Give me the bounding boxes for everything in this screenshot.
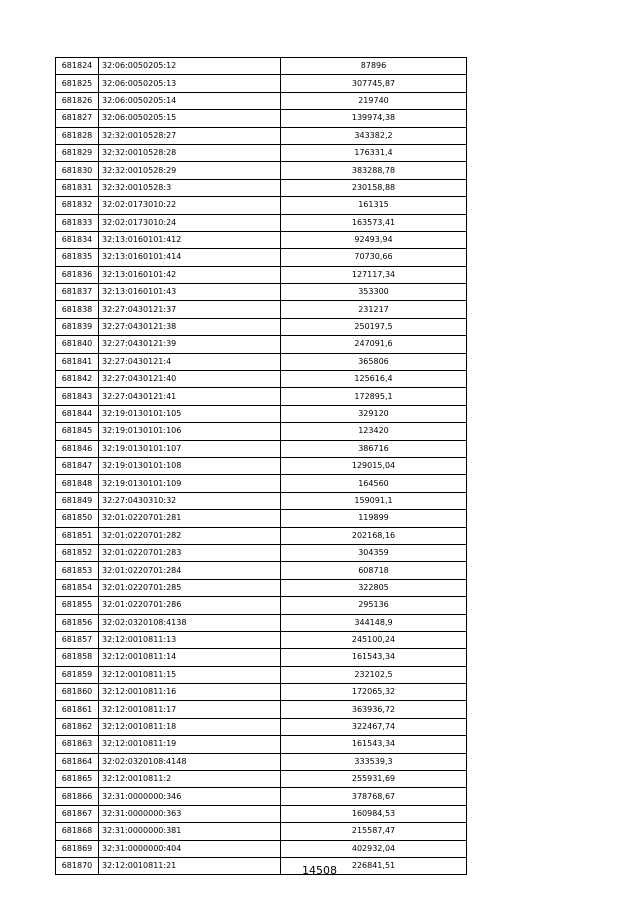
value-cell: 230158,88	[281, 179, 467, 196]
value-cell: 123420	[281, 423, 467, 440]
value-cell: 608718	[281, 562, 467, 579]
cadastral-number-cell: 32:12:0010811:14	[99, 649, 281, 666]
table-row	[56, 579, 467, 596]
row-id-cell: 681864	[56, 753, 99, 770]
value-cell: 164560	[281, 475, 467, 492]
row-id-cell: 681866	[56, 788, 99, 805]
row-id-cell: 681830	[56, 162, 99, 179]
value-cell: 159091,1	[281, 492, 467, 509]
cadastral-number-cell: 32:13:0160101:42	[99, 266, 281, 283]
row-id-cell: 681850	[56, 510, 99, 527]
page-number: 14508	[302, 864, 337, 877]
value-cell: 255931,69	[281, 771, 467, 788]
value-cell: 172895,1	[281, 388, 467, 405]
cadastral-number-cell: 32:27:0430121:40	[99, 371, 281, 388]
table-row	[56, 736, 467, 753]
cadastral-number-cell: 32:19:0130101:107	[99, 440, 281, 457]
value-cell: 304359	[281, 544, 467, 561]
cadastral-number-cell: 32:13:0160101:43	[99, 284, 281, 301]
value-cell: 226841,51	[281, 857, 467, 874]
cadastral-number-cell: 32:01:0220701:283	[99, 544, 281, 561]
table-row	[56, 544, 467, 561]
value-cell: 161543,34	[281, 736, 467, 753]
row-id-cell: 681861	[56, 701, 99, 718]
row-id-cell: 681862	[56, 718, 99, 735]
table-row	[56, 771, 467, 788]
value-cell: 383288,78	[281, 162, 467, 179]
table-row	[56, 684, 467, 701]
value-cell: 322805	[281, 579, 467, 596]
row-id-cell: 681857	[56, 631, 99, 648]
row-id-cell: 681843	[56, 388, 99, 405]
row-id-cell: 681859	[56, 666, 99, 683]
cadastral-number-cell: 32:27:0430121:4	[99, 353, 281, 370]
cadastral-number-cell: 32:12:0010811:18	[99, 718, 281, 735]
value-cell: 378768,67	[281, 788, 467, 805]
cadastral-number-cell: 32:01:0220701:284	[99, 562, 281, 579]
cadastral-number-cell: 32:32:0010528:3	[99, 179, 281, 196]
row-id-cell: 681870	[56, 857, 99, 874]
table-row	[56, 353, 467, 370]
value-cell: 322467,74	[281, 718, 467, 735]
table-row	[56, 788, 467, 805]
row-id-cell: 681867	[56, 805, 99, 822]
table-row	[56, 92, 467, 109]
row-id-cell: 681860	[56, 684, 99, 701]
value-cell: 353300	[281, 284, 467, 301]
row-id-cell: 681852	[56, 544, 99, 561]
row-id-cell: 681842	[56, 371, 99, 388]
row-id-cell: 681849	[56, 492, 99, 509]
row-id-cell: 681853	[56, 562, 99, 579]
table-row	[56, 197, 467, 214]
value-cell: 172065,32	[281, 684, 467, 701]
table-row	[56, 214, 467, 231]
table-row	[56, 753, 467, 770]
cadastral-number-cell: 32:31:0000000:346	[99, 788, 281, 805]
row-id-cell: 681841	[56, 353, 99, 370]
value-cell: 119899	[281, 510, 467, 527]
value-cell: 386716	[281, 440, 467, 457]
value-cell: 125616,4	[281, 371, 467, 388]
value-cell: 344148,9	[281, 614, 467, 631]
cadastral-number-cell: 32:02:0173010:24	[99, 214, 281, 231]
cadastral-number-cell: 32:01:0220701:282	[99, 527, 281, 544]
row-id-cell: 681834	[56, 231, 99, 248]
row-id-cell: 681824	[56, 58, 99, 75]
cadastral-number-cell: 32:19:0130101:108	[99, 457, 281, 474]
row-id-cell: 681858	[56, 649, 99, 666]
table-row	[56, 492, 467, 509]
cadastral-number-cell: 32:32:0010528:28	[99, 144, 281, 161]
table-row	[56, 718, 467, 735]
row-id-cell: 681847	[56, 457, 99, 474]
table-row	[56, 144, 467, 161]
value-cell: 402932,04	[281, 840, 467, 857]
cadastral-number-cell: 32:19:0130101:105	[99, 405, 281, 422]
cadastral-number-cell: 32:02:0173010:22	[99, 197, 281, 214]
row-id-cell: 681854	[56, 579, 99, 596]
row-id-cell: 681865	[56, 771, 99, 788]
row-id-cell: 681839	[56, 318, 99, 335]
row-id-cell: 681829	[56, 144, 99, 161]
table-row	[56, 631, 467, 648]
value-cell: 163573,41	[281, 214, 467, 231]
row-id-cell: 681825	[56, 75, 99, 92]
table-row	[56, 284, 467, 301]
row-id-cell: 681848	[56, 475, 99, 492]
table-row	[56, 527, 467, 544]
cadastral-number-cell: 32:31:0000000:363	[99, 805, 281, 822]
row-id-cell: 681840	[56, 336, 99, 353]
value-cell: 161315	[281, 197, 467, 214]
cadastral-number-cell: 32:32:0010528:29	[99, 162, 281, 179]
value-cell: 363936,72	[281, 701, 467, 718]
table-row	[56, 701, 467, 718]
table-row	[56, 805, 467, 822]
cadastral-number-cell: 32:01:0220701:286	[99, 597, 281, 614]
cadastral-number-cell: 32:01:0220701:281	[99, 510, 281, 527]
cadastral-number-cell: 32:02:0320108:4138	[99, 614, 281, 631]
table-row	[56, 75, 467, 92]
table-row	[56, 614, 467, 631]
value-cell: 202168,16	[281, 527, 467, 544]
table-row	[56, 336, 467, 353]
cadastral-number-cell: 32:13:0160101:414	[99, 249, 281, 266]
cadastral-number-cell: 32:27:0430121:37	[99, 301, 281, 318]
table-row	[56, 649, 467, 666]
row-id-cell: 681833	[56, 214, 99, 231]
value-cell: 87896	[281, 58, 467, 75]
value-cell: 161543,34	[281, 649, 467, 666]
cadastral-number-cell: 32:27:0430121:41	[99, 388, 281, 405]
table-row	[56, 301, 467, 318]
table-row	[56, 388, 467, 405]
table-row	[56, 510, 467, 527]
value-cell: 127117,34	[281, 266, 467, 283]
cadastral-number-cell: 32:12:0010811:21	[99, 857, 281, 874]
value-cell: 365806	[281, 353, 467, 370]
value-cell: 245100,24	[281, 631, 467, 648]
table-row	[56, 231, 467, 248]
table-row	[56, 58, 467, 75]
cadastral-number-cell: 32:06:0050205:15	[99, 110, 281, 127]
table-row	[56, 249, 467, 266]
row-id-cell: 681855	[56, 597, 99, 614]
row-id-cell: 681836	[56, 266, 99, 283]
row-id-cell: 681868	[56, 823, 99, 840]
value-cell: 307745,87	[281, 75, 467, 92]
value-cell: 129015,04	[281, 457, 467, 474]
cadastral-number-cell: 32:02:0320108:4148	[99, 753, 281, 770]
table-row	[56, 666, 467, 683]
table-row	[56, 371, 467, 388]
row-id-cell: 681869	[56, 840, 99, 857]
table-row	[56, 127, 467, 144]
value-cell: 333539,3	[281, 753, 467, 770]
table-row	[56, 423, 467, 440]
table-row	[56, 179, 467, 196]
row-id-cell: 681846	[56, 440, 99, 457]
cadastral-number-cell: 32:12:0010811:16	[99, 684, 281, 701]
cadastral-number-cell: 32:13:0160101:412	[99, 231, 281, 248]
cadastral-number-cell: 32:12:0010811:2	[99, 771, 281, 788]
value-cell: 329120	[281, 405, 467, 422]
cadastral-number-cell: 32:19:0130101:109	[99, 475, 281, 492]
value-cell: 232102,5	[281, 666, 467, 683]
row-id-cell: 681844	[56, 405, 99, 422]
cadastral-number-cell: 32:31:0000000:404	[99, 840, 281, 857]
row-id-cell: 681831	[56, 179, 99, 196]
row-id-cell: 681835	[56, 249, 99, 266]
cadastral-number-cell: 32:12:0010811:15	[99, 666, 281, 683]
row-id-cell: 681838	[56, 301, 99, 318]
value-cell: 231217	[281, 301, 467, 318]
value-cell: 250197,5	[281, 318, 467, 335]
value-cell: 160984,53	[281, 805, 467, 822]
row-id-cell: 681832	[56, 197, 99, 214]
table-row	[56, 405, 467, 422]
row-id-cell: 681856	[56, 614, 99, 631]
cadastral-number-cell: 32:19:0130101:106	[99, 423, 281, 440]
row-id-cell: 681828	[56, 127, 99, 144]
row-id-cell: 681837	[56, 284, 99, 301]
row-id-cell: 681826	[56, 92, 99, 109]
row-id-cell: 681851	[56, 527, 99, 544]
cadastral-number-cell: 32:27:0430310:32	[99, 492, 281, 509]
row-id-cell: 681863	[56, 736, 99, 753]
data-table-body	[56, 58, 467, 875]
cadastral-number-cell: 32:06:0050205:12	[99, 58, 281, 75]
value-cell: 92493,94	[281, 231, 467, 248]
table-row	[56, 475, 467, 492]
value-cell: 343382,2	[281, 127, 467, 144]
value-cell: 247091,6	[281, 336, 467, 353]
table-row	[56, 440, 467, 457]
cadastral-number-cell: 32:06:0050205:13	[99, 75, 281, 92]
value-cell: 176331,4	[281, 144, 467, 161]
cadastral-number-cell: 32:27:0430121:39	[99, 336, 281, 353]
table-row	[56, 597, 467, 614]
value-cell: 295136	[281, 597, 467, 614]
table-row	[56, 162, 467, 179]
table-row	[56, 457, 467, 474]
row-id-cell: 681845	[56, 423, 99, 440]
data-table	[55, 57, 467, 875]
cadastral-number-cell: 32:12:0010811:13	[99, 631, 281, 648]
table-row	[56, 823, 467, 840]
value-cell: 139974,38	[281, 110, 467, 127]
cadastral-number-cell: 32:12:0010811:17	[99, 701, 281, 718]
value-cell: 219740	[281, 92, 467, 109]
table-row	[56, 110, 467, 127]
cadastral-number-cell: 32:12:0010811:19	[99, 736, 281, 753]
cadastral-number-cell: 32:06:0050205:14	[99, 92, 281, 109]
cadastral-number-cell: 32:01:0220701:285	[99, 579, 281, 596]
table-row	[56, 318, 467, 335]
value-cell: 215587,47	[281, 823, 467, 840]
cadastral-number-cell: 32:27:0430121:38	[99, 318, 281, 335]
table-row	[56, 840, 467, 857]
table-row	[56, 562, 467, 579]
row-id-cell: 681827	[56, 110, 99, 127]
cadastral-number-cell: 32:32:0010528:27	[99, 127, 281, 144]
value-cell: 70730,66	[281, 249, 467, 266]
cadastral-number-cell: 32:31:0000000:381	[99, 823, 281, 840]
table-row	[56, 266, 467, 283]
